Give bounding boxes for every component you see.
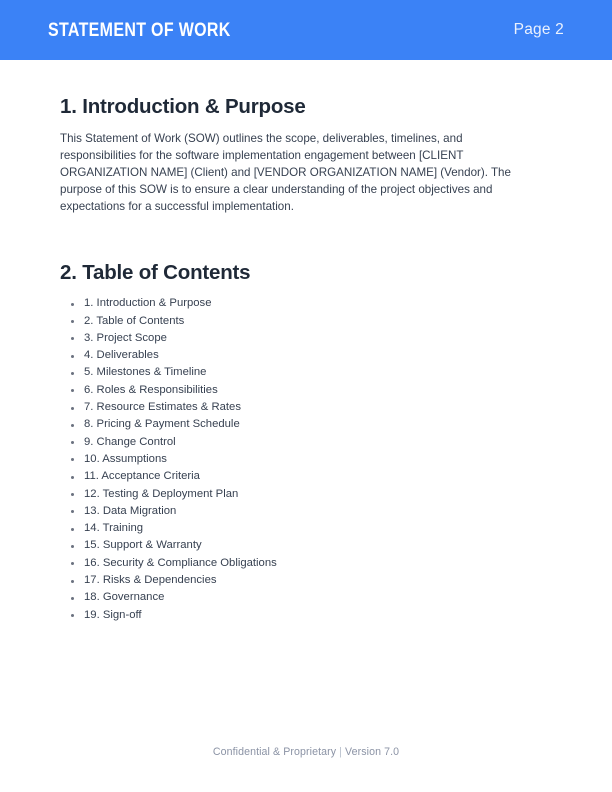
page-number-label: Page 2 [513, 21, 564, 38]
list-item[interactable]: 5. Milestones & Timeline [60, 364, 537, 381]
list-item[interactable]: 17. Risks & Dependencies [60, 572, 537, 589]
document-title: STATEMENT OF WORK [48, 18, 231, 41]
list-item[interactable]: 7. Resource Estimates & Rates [60, 399, 537, 416]
page-header [0, 0, 612, 60]
section-heading-table-of-contents: 2. Table of Contents [60, 260, 251, 284]
list-item[interactable]: 8. Pricing & Payment Schedule [60, 416, 537, 433]
footer-separator: | [339, 746, 343, 758]
section-heading-introduction-purpose: 1. Introduction & Purpose [60, 95, 306, 118]
list-item[interactable]: 18. Governance [60, 589, 537, 606]
list-item[interactable]: 9. Change Control [60, 434, 537, 451]
list-item[interactable]: 15. Support & Warranty [60, 537, 537, 554]
list-item[interactable]: 4. Deliverables [60, 347, 537, 364]
list-item[interactable]: 1. Introduction & Purpose [60, 295, 537, 312]
list-item[interactable]: 6. Roles & Responsibilities [60, 382, 537, 399]
list-item[interactable]: 11. Acceptance Criteria [60, 468, 537, 485]
list-item[interactable]: 12. Testing & Deployment Plan [60, 486, 537, 503]
list-item[interactable]: 14. Training [60, 520, 537, 537]
list-item[interactable]: 3. Project Scope [60, 330, 537, 347]
list-item[interactable]: 16. Security & Compliance Obligations [60, 555, 537, 572]
document-content [0, 60, 612, 624]
table-of-contents-list [60, 295, 537, 624]
footer-text [213, 746, 399, 758]
section-table-of-contents [60, 260, 537, 624]
list-item[interactable]: 2. Table of Contents [60, 313, 537, 330]
page-footer [0, 746, 612, 792]
footer-confidentiality-label: Confidential & Proprietary [212, 746, 337, 758]
section-introduction-purpose [60, 94, 537, 216]
footer-version-label: Version 7.0 [345, 746, 400, 758]
list-item[interactable]: 13. Data Migration [60, 503, 537, 520]
section-paragraph-introduction-purpose: This Statement of Work (SOW) outlines the scope, deliverables, timelines, and responsibilities for the software implementation engagement between [CLIENT ORGANIZATION NAME] (Client) and [VENDOR ORGANIZATION NAME] (Vendor). The purpose of this SOW is to ensure a clear understanding of the project objectives and expectations for a successful implementation. [60, 131, 511, 214]
list-item[interactable]: 19. Sign-off [60, 607, 537, 624]
list-item[interactable]: 10. Assumptions [60, 451, 537, 468]
